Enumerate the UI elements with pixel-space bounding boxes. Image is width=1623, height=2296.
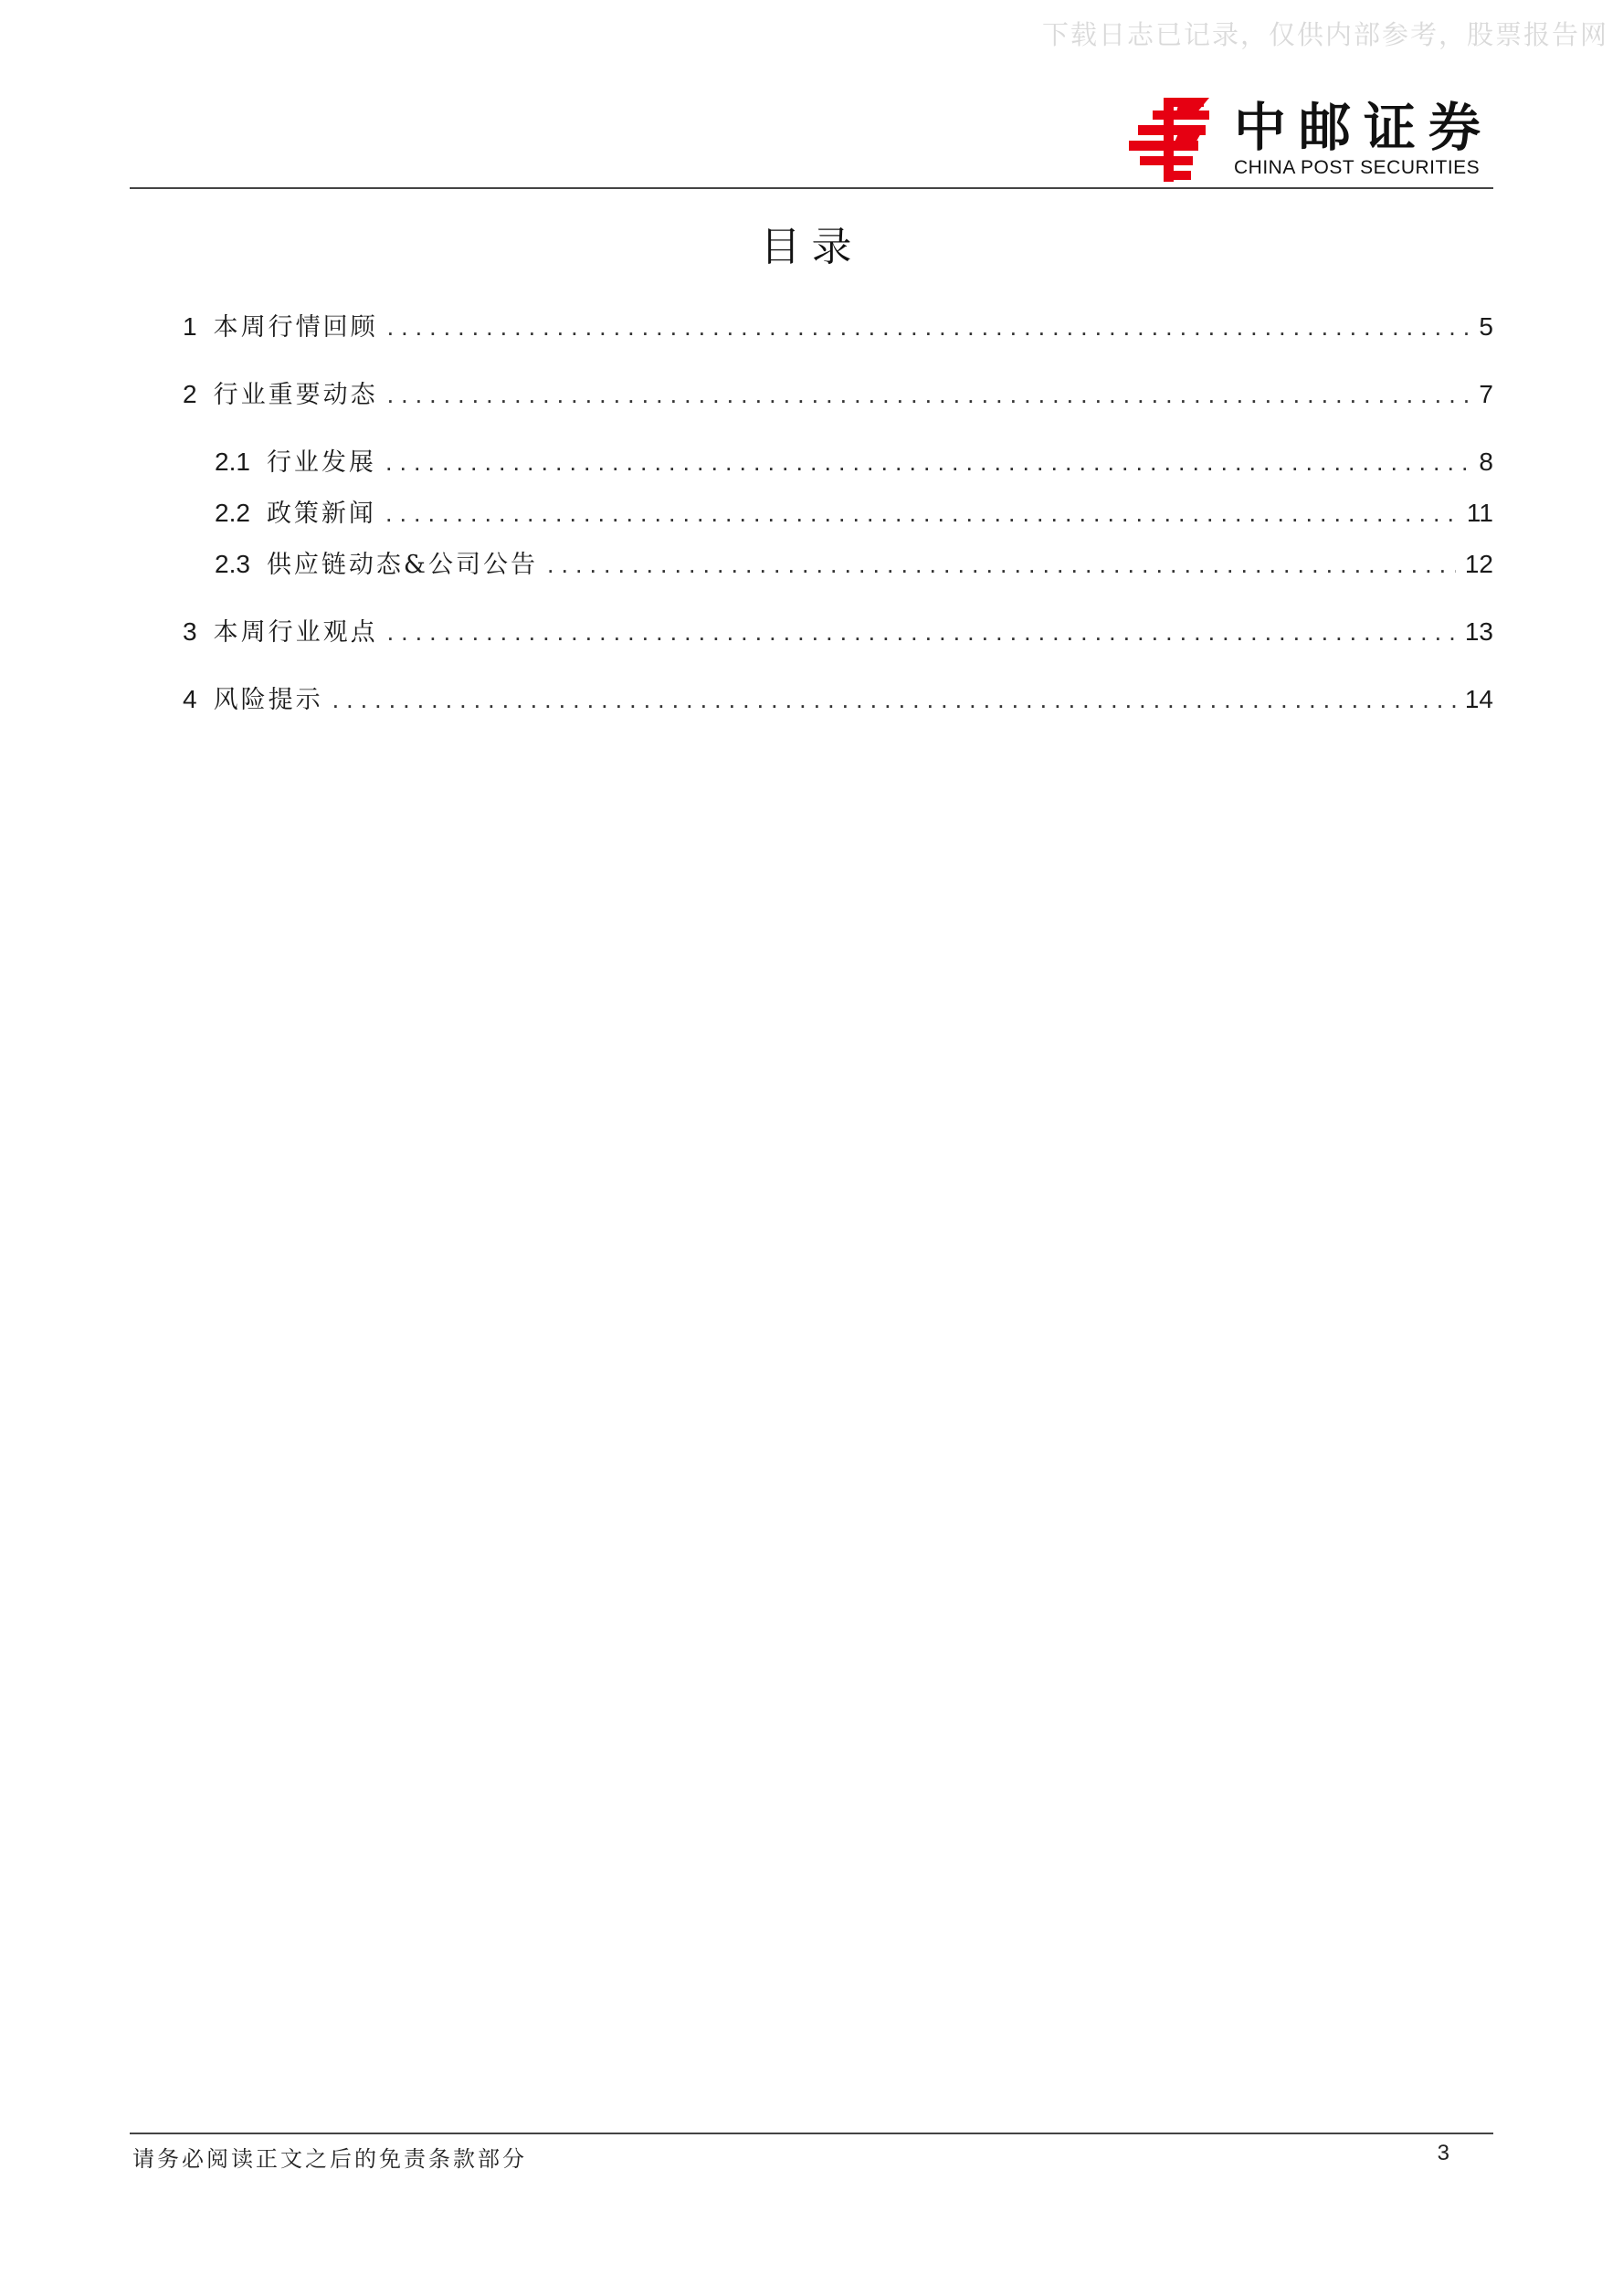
toc-entry-number: 2.3 [215,550,250,578]
toc-entry-number: 4 [183,685,197,713]
toc-leader-dots [385,448,1470,477]
toc-title: 目录 [760,224,863,270]
toc-entry-label: 政策新闻 [266,500,376,528]
watermark-text: 下载日志已记录，仅供内部参考，股票报告网 [1041,19,1608,50]
toc-entry[interactable] [183,679,1493,716]
footer-disclaimer: 请务必阅读正文之后的免责条款部分 [132,2146,527,2172]
toc-subentry[interactable] [215,442,1493,479]
toc-leader-dots [385,500,1458,528]
toc-entry-number: 1 [183,312,197,341]
toc-leader-dots [547,551,1456,579]
toc-leader-dots [387,313,1470,342]
toc-subentry[interactable] [215,493,1493,530]
toc-entry-page: 5 [1479,312,1493,341]
toc-leader-dots [387,618,1456,647]
toc-entry-page: 8 [1479,448,1493,476]
toc-entry-page: 11 [1466,499,1493,527]
toc-entry[interactable] [183,374,1493,411]
header-divider [130,187,1493,189]
toc-entry-page: 14 [1464,685,1493,713]
toc-leader-dots [387,381,1470,409]
toc-entry-label: 风险提示 [213,686,323,714]
toc-entry-page: 7 [1479,380,1493,408]
toc-entry-page: 13 [1464,617,1493,646]
toc-entry-page: 12 [1464,550,1493,578]
toc-leader-dots [332,686,1456,714]
logo-name-en: CHINA POST SECURITIES [1234,157,1481,178]
china-post-logo-icon [1127,98,1221,182]
footer-divider [130,2133,1493,2134]
page-number: 3 [1437,2141,1449,2165]
toc-entry-label: 行业重要动态 [213,381,378,409]
toc-entry-number: 2.1 [215,448,250,476]
company-logo [1127,98,1493,182]
toc-entry-number: 3 [183,617,197,646]
toc-entry[interactable] [183,612,1493,648]
toc-entry-number: 2 [183,380,197,408]
toc-entry-label: 本周行业观点 [213,618,378,647]
toc-entry-label: 供应链动态&公司公告 [266,551,538,579]
toc-entry[interactable] [183,307,1493,343]
toc-entry-label: 本周行情回顾 [213,313,378,342]
toc-subentry[interactable] [215,544,1493,581]
toc-entry-label: 行业发展 [266,448,376,477]
toc-entry-number: 2.2 [215,499,250,527]
logo-name-cn: 中邮证券 [1234,98,1493,158]
